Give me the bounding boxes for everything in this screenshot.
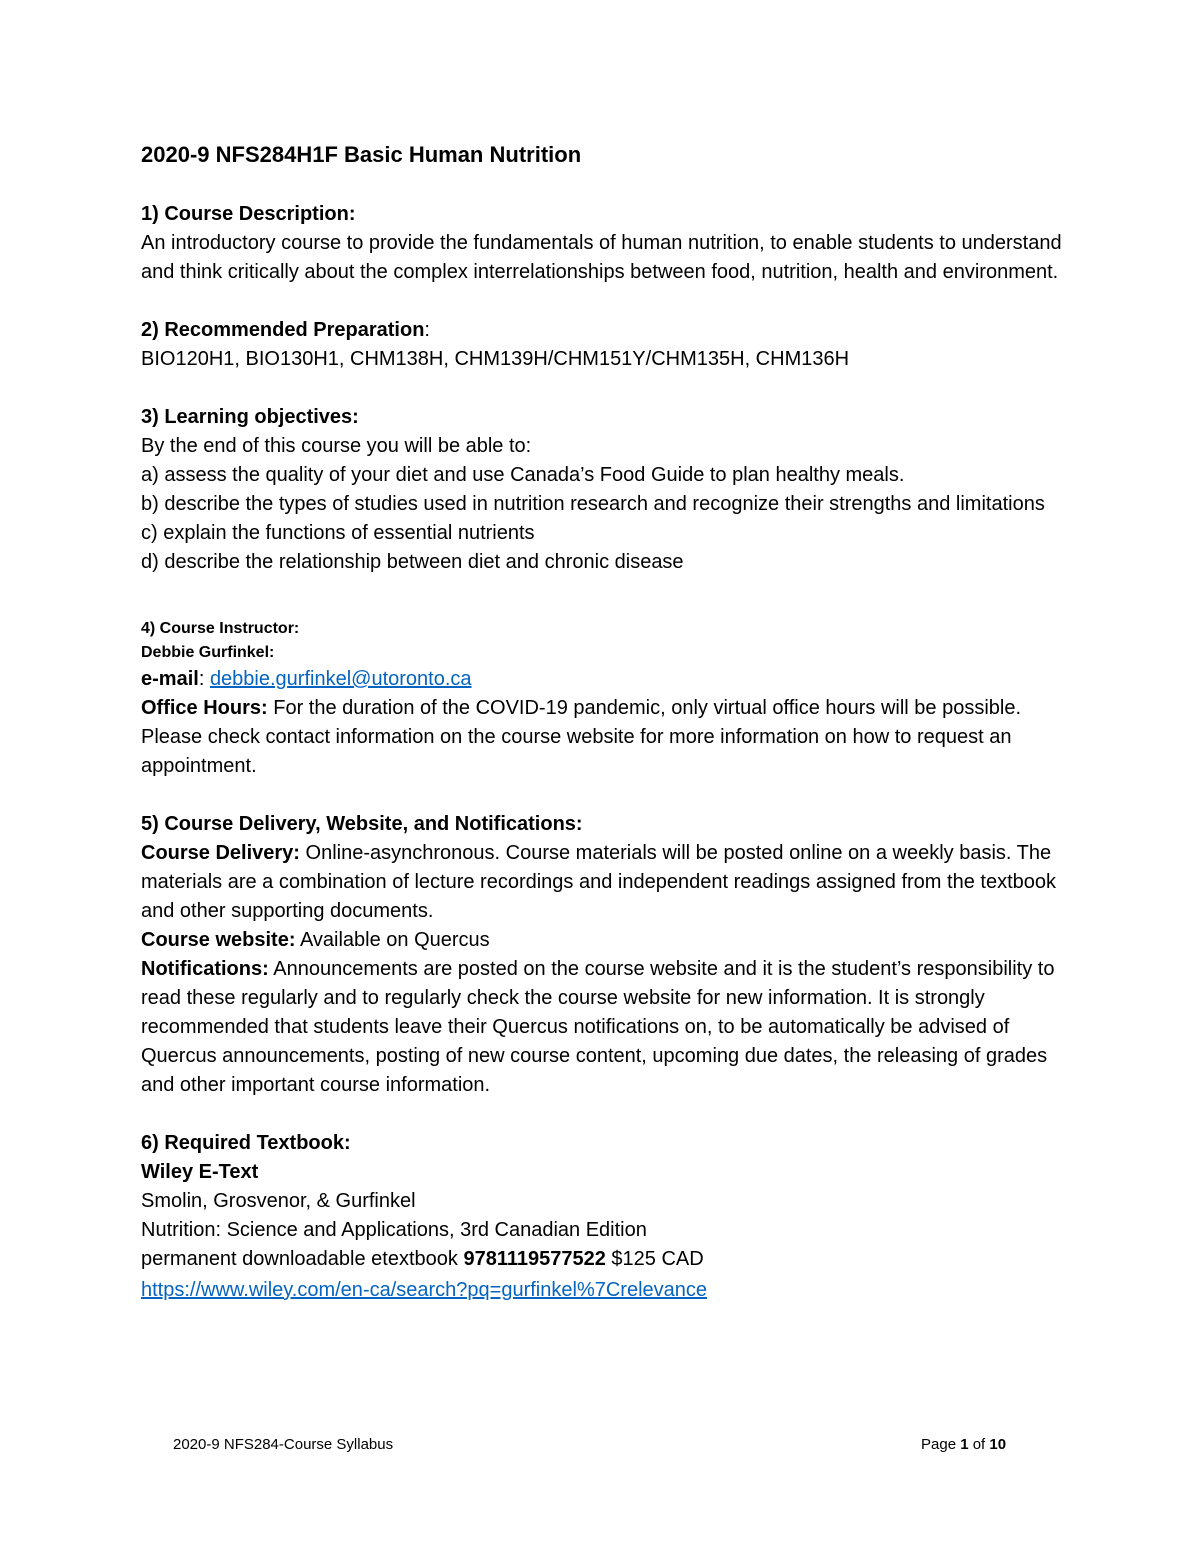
course-website-label: Course website: — [141, 929, 296, 951]
section-heading: 4) Course Instructor: — [141, 620, 300, 637]
email-separator: : — [198, 668, 210, 690]
textbook-price: $125 CAD — [605, 1248, 704, 1270]
preparation-courses: BIO120H1, BIO130H1, CHM138H, CHM139H/CHM151Y/CHM135H, CHM136H — [141, 348, 850, 370]
course-delivery — [141, 839, 1071, 926]
textbook-url-line — [141, 1276, 1071, 1305]
isbn-number: 9781119577522 — [463, 1248, 606, 1270]
section-course-description — [141, 200, 1071, 287]
section-heading — [141, 316, 1071, 345]
textbook-title: Nutrition: Science and Applications, 3rd Canadian Edition — [141, 1219, 647, 1241]
objective-item: c) explain the functions of essential nutrients — [141, 522, 535, 544]
course-description-text: An introductory course to provide the fundamentals of human nutrition, to enable students to understand and think critically about the complex interrelationships between food, nutrition, health and environment. — [141, 232, 1062, 283]
textbook-format: Wiley E-Text — [141, 1161, 259, 1183]
objective-item: d) describe the relationship between diet and chronic disease — [141, 551, 684, 573]
section-heading-text: 2) Recommended Preparation — [141, 319, 425, 341]
course-website — [141, 926, 1071, 955]
document-title: 2020-9 NFS284H1F Basic Human Nutrition — [141, 142, 582, 167]
email-label: e-mail — [141, 668, 199, 690]
page-word: Page — [921, 1436, 961, 1453]
instructor-email-line — [141, 665, 1071, 694]
section-heading: 5) Course Delivery, Website, and Notifications: — [141, 813, 583, 835]
course-website-text: Available on Quercus — [295, 929, 490, 951]
section-heading-colon: : — [424, 319, 430, 341]
footer-document-name: 2020-9 NFS284-Course Syllabus — [173, 1436, 394, 1453]
syllabus-page — [141, 140, 1071, 1334]
textbook-url-link[interactable]: https://www.wiley.com/en-ca/search?pq=gurfinkel%7Crelevance — [141, 1279, 708, 1301]
section-heading: 3) Learning objectives: — [141, 406, 359, 428]
course-delivery-text: Online-asynchronous. Course materials will be posted online on a weekly basis. The materials are a combination of lecture recordings and independent readings assigned from the textbook and other supporting documents. — [141, 842, 1056, 922]
section-recommended-preparation — [141, 316, 1071, 374]
section-course-instructor — [141, 617, 1071, 781]
notifications — [141, 955, 1071, 1100]
page-total: 10 — [989, 1436, 1007, 1453]
notifications-label: Notifications: — [141, 958, 269, 980]
office-hours-label: Office Hours: — [141, 697, 268, 719]
section-required-textbook — [141, 1129, 1071, 1305]
objectives-intro: By the end of this course you will be able to: — [141, 435, 532, 457]
office-hours-text: For the duration of the COVID-19 pandemic, only virtual office hours will be possible. Please check contact information on the course website for more information on how to request an appointment. — [141, 697, 1022, 777]
objective-item: a) assess the quality of your diet and use Canada’s Food Guide to plan healthy meals. — [141, 464, 905, 486]
course-delivery-label: Course Delivery: — [141, 842, 300, 864]
of-word: of — [968, 1436, 990, 1453]
textbook-authors: Smolin, Grosvenor, & Gurfinkel — [141, 1190, 416, 1212]
section-course-delivery — [141, 810, 1071, 1100]
section-learning-objectives — [141, 403, 1071, 577]
office-hours — [141, 694, 1071, 781]
isbn-prefix: permanent downloadable etextbook — [141, 1248, 464, 1270]
objective-item: b) describe the types of studies used in nutrition research and recognize their strengths and limitations — [141, 493, 1045, 515]
notifications-text: Announcements are posted on the course website and it is the student’s responsibility to read these regularly and to regularly check the course website for new information. It is strongly recommended that students leave their Quercus notifications on, to be automatically be advised of Quercus announcements, posting of new course content, upcoming due dates, the releasing of grades and other important course information. — [141, 958, 1055, 1096]
page-current: 1 — [960, 1436, 969, 1453]
section-heading: 6) Required Textbook: — [141, 1132, 351, 1154]
section-heading: 1) Course Description: — [141, 203, 356, 225]
instructor-email-link[interactable]: debbie.gurfinkel@utoronto.ca — [209, 668, 472, 690]
instructor-name: Debbie Gurfinkel: — [141, 644, 275, 661]
footer-page-number — [921, 1435, 1006, 1455]
textbook-isbn-line — [141, 1245, 1071, 1274]
